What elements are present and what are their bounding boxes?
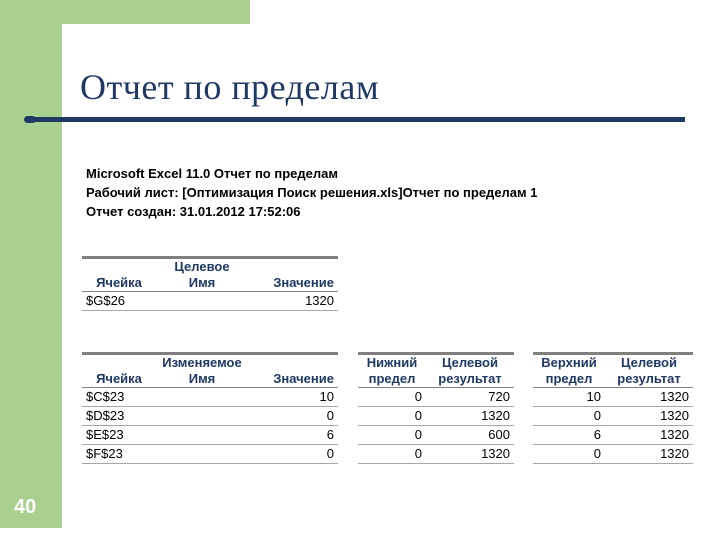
table-row bbox=[533, 445, 693, 464]
var-cell-ref: $C$23 bbox=[86, 389, 125, 404]
table-row bbox=[358, 388, 514, 407]
target-header-value: Значение bbox=[248, 275, 338, 292]
upper-header-result-top: Целевой bbox=[621, 355, 677, 370]
report-header bbox=[86, 164, 538, 221]
var-cell-value: 0 bbox=[326, 446, 334, 461]
vars-header-name: Имя bbox=[156, 371, 248, 388]
upper-limit-value: 10 bbox=[586, 389, 601, 404]
report-worksheet-line: Рабочий лист: [Оптимизация Поиск решения.xls]Отчет по пределам 1 bbox=[86, 185, 538, 200]
page-number: 40 bbox=[14, 496, 37, 518]
upper-result-value: 1320 bbox=[660, 427, 689, 442]
lower-header-result-bottom: результат bbox=[426, 371, 514, 388]
green-left-band bbox=[0, 0, 62, 528]
var-cell-value: 10 bbox=[319, 389, 334, 404]
target-header-cell: Ячейка bbox=[82, 275, 156, 292]
table-row bbox=[82, 445, 338, 464]
upper-limit-value: 6 bbox=[593, 427, 601, 442]
upper-result-value: 1320 bbox=[660, 389, 689, 404]
var-cell-name bbox=[156, 426, 248, 445]
table-row bbox=[358, 445, 514, 464]
var-cell-name bbox=[156, 388, 248, 407]
target-table bbox=[82, 256, 338, 311]
upper-header-result-bottom: результат bbox=[605, 371, 693, 388]
lower-limit-value: 0 bbox=[414, 408, 422, 423]
table-row bbox=[82, 388, 338, 407]
lower-limit-value: 0 bbox=[414, 389, 422, 404]
vars-header-cell: Ячейка bbox=[82, 371, 156, 388]
lower-result-value: 600 bbox=[488, 427, 510, 442]
slide-title: Отчет по пределам bbox=[80, 67, 380, 107]
lower-limit-value: 0 bbox=[414, 446, 422, 461]
lower-header-limit-top: Нижний bbox=[366, 355, 418, 370]
var-cell-name bbox=[156, 445, 248, 464]
upper-limit-value: 0 bbox=[593, 446, 601, 461]
lower-header-result-top: Целевой bbox=[442, 355, 498, 370]
table-row bbox=[82, 426, 338, 445]
var-cell-name bbox=[156, 407, 248, 426]
var-cell-ref: $E$23 bbox=[86, 427, 124, 442]
target-cell-name bbox=[156, 292, 248, 311]
target-header-top: Целевое bbox=[174, 259, 230, 274]
lower-result-value: 1320 bbox=[481, 446, 510, 461]
lower-header-limit-bottom: предел bbox=[358, 371, 426, 388]
report-title-line: Microsoft Excel 11.0 Отчет по пределам bbox=[86, 166, 338, 181]
vars-header-top: Изменяемое bbox=[162, 355, 242, 370]
upper-header-limit-top: Верхний bbox=[541, 355, 597, 370]
table-row bbox=[533, 388, 693, 407]
upper-limits-table bbox=[533, 352, 693, 464]
lower-result-value: 720 bbox=[488, 389, 510, 404]
var-cell-ref: $F$23 bbox=[86, 446, 123, 461]
target-cell-ref: $G$26 bbox=[86, 293, 126, 308]
variables-table bbox=[82, 352, 338, 464]
lower-result-value: 1320 bbox=[481, 408, 510, 423]
upper-result-value: 1320 bbox=[660, 446, 689, 461]
table-row bbox=[533, 407, 693, 426]
var-cell-value: 6 bbox=[326, 427, 334, 442]
table-row bbox=[82, 407, 338, 426]
var-cell-value: 0 bbox=[326, 408, 334, 423]
target-cell-value: 1320 bbox=[305, 293, 334, 308]
lower-limit-value: 0 bbox=[414, 427, 422, 442]
upper-header-limit-bottom: предел bbox=[533, 371, 605, 388]
vars-header-value: Значение bbox=[248, 371, 338, 388]
table-row bbox=[358, 407, 514, 426]
upper-limit-value: 0 bbox=[593, 408, 601, 423]
table-row bbox=[533, 426, 693, 445]
table-row bbox=[358, 426, 514, 445]
var-cell-ref: $D$23 bbox=[86, 408, 125, 423]
report-created-line: Отчет создан: 31.01.2012 17:52:06 bbox=[86, 204, 301, 219]
lower-limits-table bbox=[358, 352, 514, 464]
title-underline bbox=[30, 117, 685, 122]
table-row bbox=[82, 292, 338, 311]
upper-result-value: 1320 bbox=[660, 408, 689, 423]
target-header-name: Имя bbox=[156, 275, 248, 292]
